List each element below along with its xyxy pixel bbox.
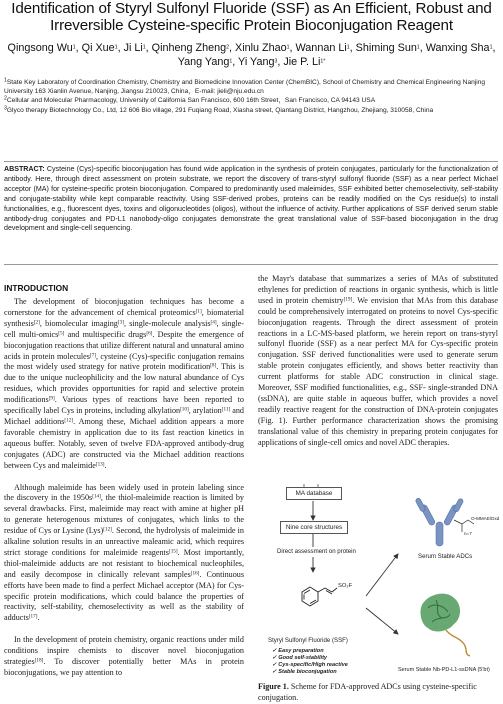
citation-ref: [7] [89, 351, 96, 358]
core-structures-box: Nine core structures [280, 521, 348, 534]
so2f-label: SO₂F [338, 583, 353, 589]
author-name: Yi Yang$^3$ [238, 56, 278, 68]
citation-ref: [5] [58, 330, 65, 337]
citation-ref: [12] [103, 526, 112, 533]
protein-complex-icon [421, 594, 470, 656]
checkmark-icon: ✓ [272, 662, 279, 669]
feature-item: ✓ Stable bioconjugation [272, 669, 337, 676]
arrow-to-adc [366, 554, 398, 596]
feature-checklist [272, 648, 348, 676]
citation-ref: [15] [168, 548, 178, 555]
caption-label: Figure 1. [258, 682, 289, 691]
affiliations [4, 78, 500, 115]
abstract-top-rule [4, 161, 498, 162]
citation-ref: [4] [210, 319, 217, 326]
checkmark-icon: ✓ [272, 655, 279, 662]
citation-ref: [1] [195, 308, 202, 315]
antibody-icon [415, 497, 464, 546]
serum-stable-adc-label: Serum Stable ADCs [418, 553, 473, 560]
citation-ref: [12] [64, 417, 74, 424]
left-column [4, 297, 244, 679]
right-column [258, 274, 498, 449]
intro-paragraph-1: The development of bioconjugation techniques has become a cornerstone for the advancement of chemical proteomics[1], biomaterial synthesis[2], biomolecular imaging[3], single-molecule analysis[4], single-cell multi-omics[5] and multispecific drugs[6]. Despite the emergence of bioconjugation reactions that utilize different natural and unnatural amino acids in protein molecules[7], cysteine (Cys)-specific conjugation remains the most widely used strategy for native protein modification[8]. This is due to the unique nucleophilicity and the low natural abundance of Cys residues, which provides opportunities for rapid and selective protein modifications[9]. Various types of reactions have been reported to specifically label Cys in proteins, including alkylation[10], arylation[11] and Michael additions[12]. Among these, Michael addition appears a more favorable chemistry in application due to its fast reaction kinetics in aqueous buffer. Notably, seven of twelve FDA-approved antibody-drug conjugates (ADC) are constructed via the Michael addition reactions between Cys and maleimide[13]. [4, 297, 245, 470]
author-name: Ji Li$^1$ [123, 42, 146, 54]
author-list: Qingsong Wu$^1$, Qi Xue$^1$, Ji Li$^1$, Qinheng Zheng$^2$, Xinlu Zhao$^1$, Wannan Li$^1$, Shiming Sun$^1$, Wanxing Sha$^1$, Yang Yang$^1$, Yi Yang$^3$, Jie P. $Li^{1*}$ [7, 42, 496, 68]
citation-ref: [10] [180, 406, 189, 413]
author-name: Shiming Sun$^1$ [355, 42, 420, 54]
direct-assessment-label: Direct assessment on protein [277, 548, 356, 555]
author-name: Yang Yang$^1$ [177, 56, 233, 68]
abstract [4, 165, 498, 234]
author-name: Wanxing Sha$^1$ [425, 42, 493, 54]
intro-paragraph-2: Although maleimide has been widely used in protein labeling since the discovery in the 1950s[14], the thiol-maleimide reaction is limited by several drawbacks. First, maleimide may react with amine at higher pH to generate heterogenous mixtures of conjugates, which links to the residue of Cys or Lysine (Lys)[12]. Second, the hydrolysis of maleimide in alkaline solution results in an unreactive maleamic acid, which requires strict storage conditions for maleimide reagents[15]. Most importantly, thiol-maleimide adducts are not resistant to biochemical nucleophiles, and easily decompose in clinically relevant samples[16]. Continuous efforts have been made to find a perfect Michael acceptor (MA) for Cys-specific protein modifications, which could balance the properties of reactivity, self-stability, chemoselectivity as well as the stability of adducts[17]. [4, 482, 244, 623]
affiliation-3: $^3$Glyco therapy Biotechnology Co., Ltd, 12 606 Bio village, 291 Fuqiang Road, Xiasha street, Qiantang District, Hangzhou, Zhejiang, 310058, China [4, 105, 434, 114]
dar-label: n=7 [464, 531, 472, 536]
payload-label: O-MMAE/Dxd [471, 516, 500, 521]
citation-ref: [9] [48, 395, 55, 402]
citation-ref: [19] [343, 296, 353, 303]
abstract-bottom-rule [4, 264, 498, 265]
serum-stable-nanobody-label: Serum Stable Nb-PD-L1-ssDNA (5'bt) [398, 667, 490, 673]
author-name: Qi Xue$^1$ [81, 42, 118, 54]
affiliation-1: $^1$State Key Laboratory of Coordination Chemistry, Chemistry and Biomedicine Innovation Center (ChemBIC), School of Chemistry and Chemical Engineering Nanjing University 163 Xianlin Avenue, Nanjing, Jiangsu 210023, China，E-mail: jieli@nju.edu.cn [4, 77, 486, 96]
citation-ref: [3] [117, 319, 124, 326]
ssf-compound-label: Styryl Sulfonyl Fluoride (SSF) [268, 637, 348, 644]
checkmark-icon: ✓ [272, 669, 279, 676]
abstract-label: ABSTRACT: [4, 165, 45, 173]
citation-ref: [2] [33, 319, 40, 326]
citation-ref: [8] [210, 362, 217, 369]
citation-ref: [6] [146, 330, 153, 337]
feature-item: ✓ Easy preparation [272, 648, 324, 654]
citation-ref: [14] [92, 493, 101, 500]
arrow-to-nanobody [366, 608, 398, 634]
intro-paragraph-4: the Mayr's database that summarizes a series of MAs of substituted ethylenes for prediction of reactions in organic synthesis, which is little used in protein chemistry[19]. We envision that MAs from this database could be comprehensively interrogated on proteins to novel Cys-specific bioconjugation reagents. Through the direct assessment of protein reactions in a LC-MS-based platform, we herein report on trans-styryl sulfonyl fluoride (SSF) as a near perfect MA for Cys-specific protein conjugation. SSF derived functionalities were used to generate serum stable protein conjugates efficiently, and shows better reactivity than current platforms for stable ADC construction in clinical stage. Moreover, SSF modified functionalities, e.g., SSF- single-stranded DNA (ssDNA), are quite stable in aqueous buffer, which provides a novel readily reactive reagent for the construction of DNA-protein conjugates (Fig. 1). Further performance characterization shows the promising translational value of this chemistry in preparing protein conjugates for applications of single-cell omics and novel ADC therapies. [258, 274, 498, 447]
author-name: Qingsong Wu$^1$ [7, 42, 76, 54]
abstract-text: Cysteine (Cys)-specific bioconjugation has found wide application in the synthesis of protein conjugates, particularly for the functionalization of antibody. Here, through direct assessment on protein substrate, we report the discovery of trans-styryl sulfonyl fluoride (SSF) as a near perfect Michael acceptor (MA) for cysteine-specific protein bioconjugation. Compared to predominantly used maleimides, SSF exhibited better chemoselectivity, self-stability and conjugate-stability while kept comparable reactivity. Using SSF-derived probes, proteins can be readily modified on the Cys residue(s) to install functionalities, e.g., fluorescent dyes, toxins and oligonucleotides (oligos), without the influence of activity. Further applications of SSF derived serum stable antibody-drug conjugates and PD-L1 nanobody-oligo conjugates demonstrate the great translational value of SSF-based bioconjugation in the drug development and single-cell sequencing. [4, 165, 498, 233]
paper-title: Identification of Styryl Sulfonyl Fluoride (SSF) as An Efficient, Robust and Irreversible Cysteine-specific Protein Bioconjugation Reagent [11, 0, 492, 34]
ma-database-box: MA database [286, 487, 342, 500]
author-name: Wannan Li$^1$ [295, 42, 350, 54]
affiliation-2: $^2$Cellular and Molecular Pharmacology, University of California San Francisco, 600 16th Street，San Francisco, CA 94143 USA [4, 95, 376, 105]
citation-ref: [13] [95, 461, 105, 467]
section-heading-introduction: INTRODUCTION [4, 283, 69, 293]
author-name: Xinlu Zhao$^1$ [235, 42, 290, 54]
citation-ref: [18] [34, 657, 44, 664]
citation-ref: [17] [28, 613, 38, 620]
citation-ref: [16] [190, 570, 200, 577]
checkmark-icon: ✓ [272, 648, 279, 654]
citation-ref: [11] [221, 406, 231, 413]
caption-text: Scheme for FDA-approved ADCs using cysteine-specific conjugation. [258, 682, 477, 702]
figure-1-caption [258, 682, 498, 704]
ssf-structure-icon [302, 587, 337, 606]
author-name: Qinheng Zheng$^2$ [151, 42, 229, 54]
figure-1-scheme [258, 484, 498, 676]
feature-item: ✓ Cys-specific/High reactive [272, 662, 348, 669]
intro-paragraph-3: In the development of protein chemistry, organic reactions under mild conditions inspire chemists to discover novel bioconjugation strategies[18]. To discover potentially better MAs in protein bioconjugations, we pay attention to [4, 635, 244, 677]
author-name: Jie P. $Li^{1*}$ [283, 56, 326, 68]
feature-item: ✓ Good self-stability [272, 655, 328, 662]
